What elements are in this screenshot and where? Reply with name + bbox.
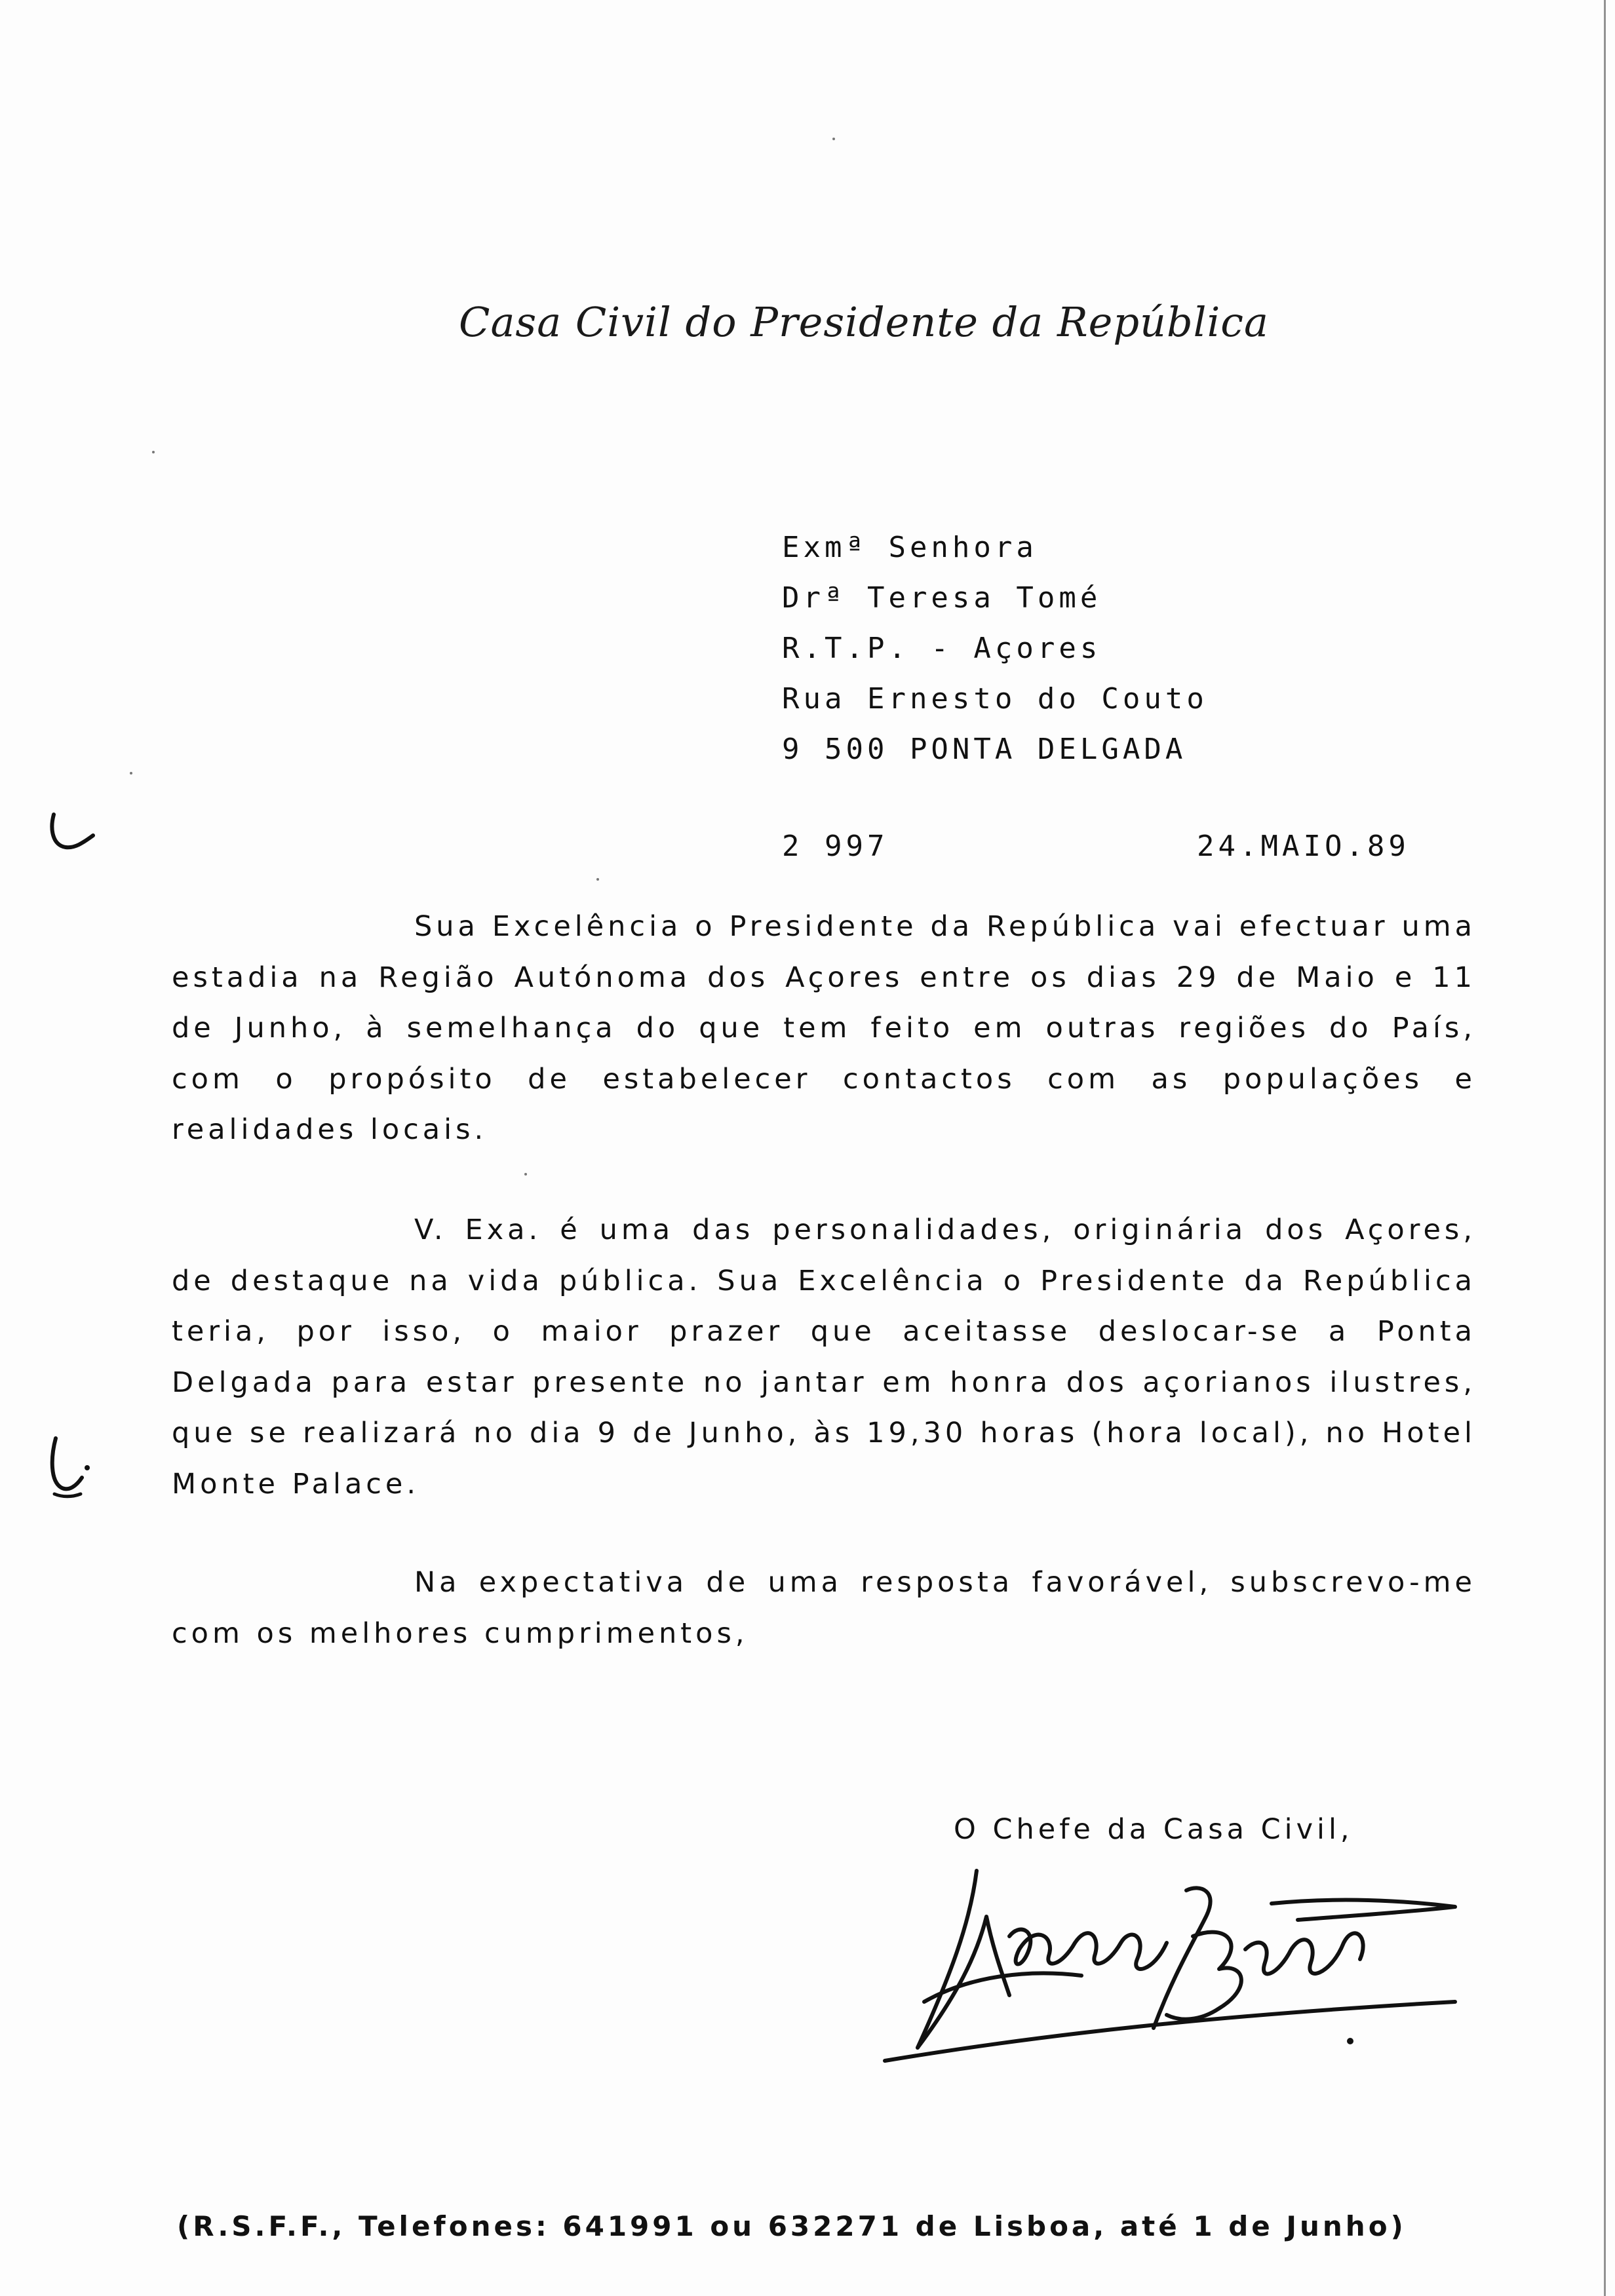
footer-note: (R.S.F.F., Telefones: 641991 ou 632271 de Lisboa, até 1 de Junho) bbox=[177, 2210, 1407, 2242]
paragraph-text: Sua Excelência o Presidente da República vai efectuar uma estadia na Região Autónoma dos Açores entre os dias 29 de Maio e 11 de Junho, à semelhança do que tem feito em outras regiões do País, com o propósito de estabelecer contactos com as populações e realidades locais. bbox=[172, 910, 1476, 1146]
address-line: Drª Teresa Tomé bbox=[782, 581, 1102, 615]
scan-speck bbox=[832, 138, 835, 140]
scan-edge-line bbox=[1604, 0, 1606, 2296]
recipient-address bbox=[782, 522, 1208, 775]
scan-speck bbox=[130, 772, 132, 775]
body-paragraph-1 bbox=[172, 902, 1476, 1156]
handwritten-signature bbox=[878, 1845, 1468, 2067]
address-line: Exmª Senhora bbox=[782, 531, 1038, 564]
address-line: Rua Ernesto do Couto bbox=[782, 682, 1208, 716]
body-paragraph-2 bbox=[172, 1205, 1476, 1510]
address-line: 9 500 PONTA DELGADA bbox=[782, 733, 1187, 766]
body-paragraph-3 bbox=[172, 1558, 1476, 1659]
address-line: R.T.P. - Açores bbox=[782, 632, 1102, 665]
reference-number: 2 997 bbox=[782, 830, 889, 863]
scan-speck bbox=[152, 451, 155, 453]
margin-mark bbox=[43, 1432, 95, 1504]
paragraph-text: V. Exa. é uma das personalidades, originária dos Açores, de destaque na vida pública. Sua Excelência o Presidente da República teria, por isso, o maior prazer que aceitasse deslocar-se a Ponta Delgada para estar presente no jantar em honra dos açorianos ilustres, que se realizará no dia 9 de Junho, às 19,30 horas (hora local), no Hotel Monte Palace. bbox=[172, 1214, 1476, 1501]
margin-mark bbox=[46, 809, 98, 855]
scan-speck bbox=[524, 1173, 527, 1176]
paragraph-text: Na expectativa de uma resposta favorável, subscrevo-me com os melhores cumprimentos, bbox=[172, 1566, 1476, 1650]
scan-speck bbox=[596, 878, 599, 881]
letterhead: Casa Civil do Presidente da República bbox=[459, 298, 1269, 346]
closing-title: O Chefe da Casa Civil, bbox=[954, 1813, 1353, 1846]
letter-date: 24.MAIO.89 bbox=[1197, 830, 1410, 863]
